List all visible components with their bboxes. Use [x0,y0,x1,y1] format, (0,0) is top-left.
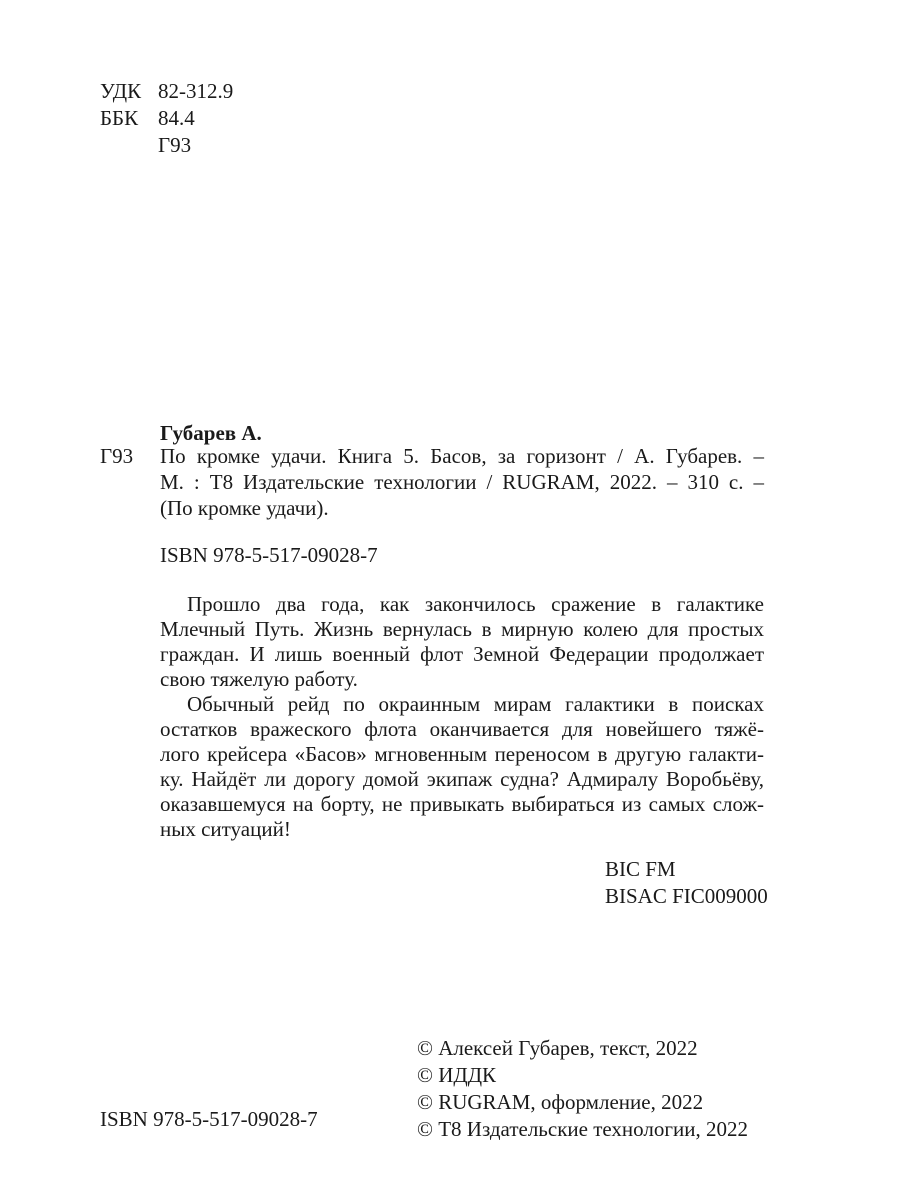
biblio-line: М. : Т8 Издательские технологии / RUGRAM, 2022. – 310 с. – [160,470,764,494]
bbk-label: ББК [100,106,139,130]
annotation-line: ку. Найдёт ли дорогу домой экипаж судна? Адмиралу Воробьёву, [160,767,764,791]
annotation-line: ных ситуаций! [160,817,291,841]
udk-value: 82-312.9 [158,79,234,103]
record-code: Г93 [100,444,134,468]
subject-codes [605,856,768,910]
annotation-line: свою тяжелую работу. [160,667,358,691]
isbn-main: ISBN 978-5-517-09028-7 [160,543,378,567]
copyright-line: © RUGRAM, оформление, 2022 [417,1090,704,1114]
annotation-line: Млечный Путь. Жизнь вернулась в мирную колею для простых [160,617,764,641]
bibliographic-description [160,443,764,521]
copyright-line: © Т8 Издательские технологии, 2022 [417,1117,748,1141]
record-author: Губарев А. [160,421,262,445]
annotation-line: лого крейсера «Басов» мгновенным переносом в другую галакти- [160,742,764,766]
biblio-line: (По кромке удачи). [160,496,329,520]
bic-code: BIC FM [605,857,676,881]
annotation-line: остатков вражеского флота оканчивается для новейшего тяжё- [160,717,764,741]
udk-label: УДК [100,79,142,103]
annotation-line: Прошло два года, как закончилось сражение в галактике [187,592,764,616]
copyright-block [417,1035,748,1143]
author-mark: Г93 [158,133,192,157]
bbk-row [100,105,233,132]
annotation-line: граждан. И лишь военный флот Земной Федерации продолжает [160,642,764,666]
bisac-code: BISAC FIC009000 [605,884,768,908]
bbk-value: 84.4 [158,106,195,130]
copyright-line: © Алексей Губарев, текст, 2022 [417,1036,698,1060]
classification-block [100,78,233,159]
isbn-bottom: ISBN 978-5-517-09028-7 [100,1107,318,1131]
copyright-line: © ИДДК [417,1063,497,1087]
udk-row [100,78,233,105]
annotation [160,592,764,842]
annotation-line: оказавшемуся на борту, не привыкать выбираться из самых слож- [160,792,764,816]
biblio-line: По кромке удачи. Книга 5. Басов, за горизонт / А. Губарев. – [160,444,764,468]
annotation-line: Обычный рейд по окраинным мирам галактики в поисках [187,692,764,716]
